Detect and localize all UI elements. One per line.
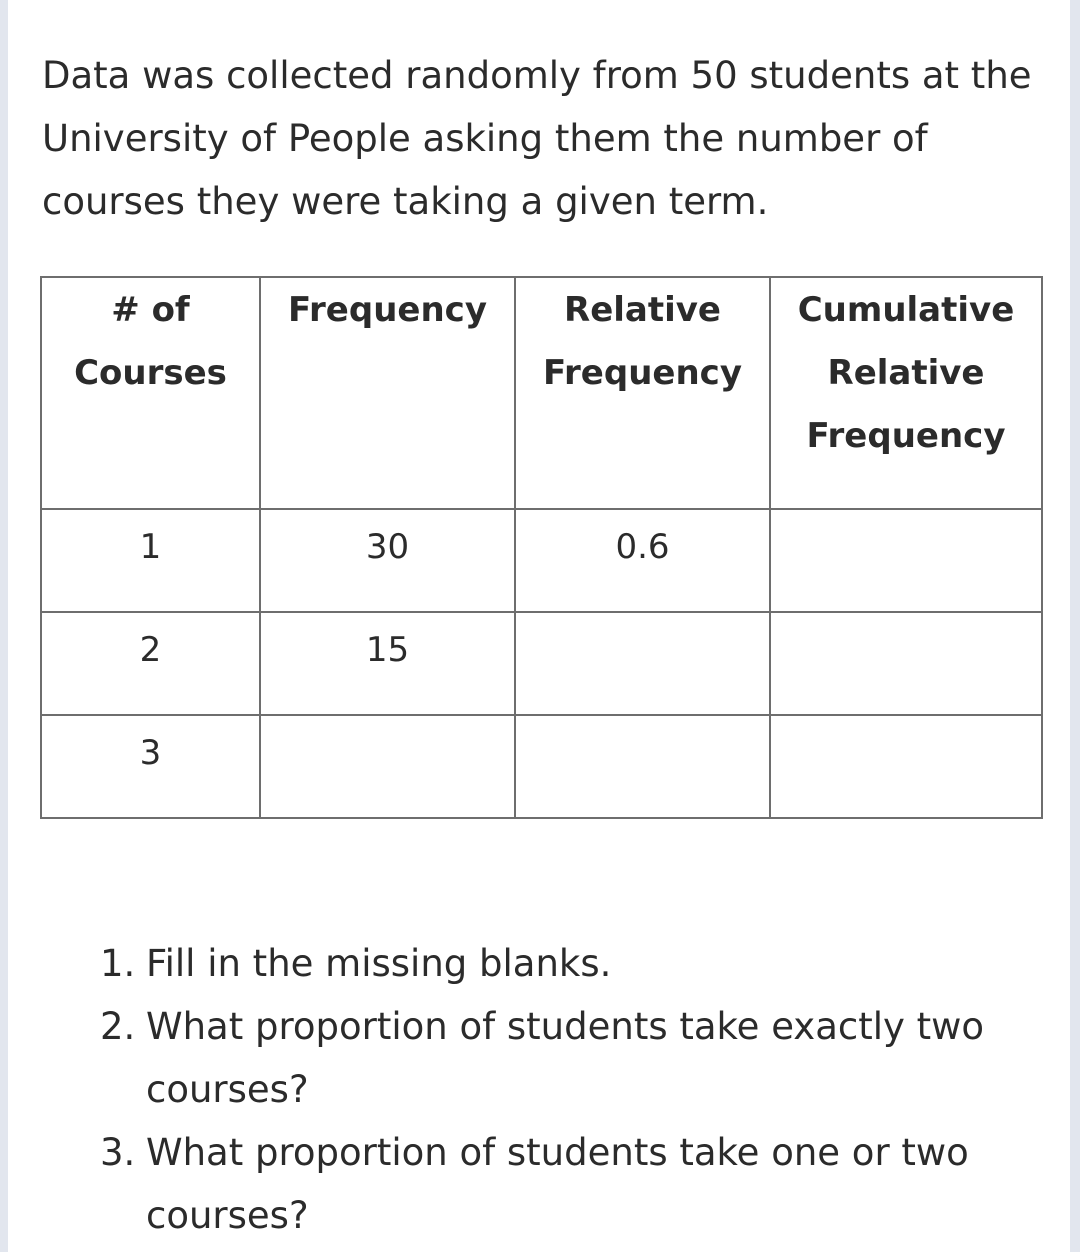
table-row xyxy=(41,612,1042,715)
question-text: Fill in the missing blanks. xyxy=(146,942,612,985)
cumulative-relative-frequency-cell xyxy=(770,612,1042,715)
header-courses xyxy=(41,277,260,509)
relative-frequency-cell: 0.6 xyxy=(515,509,770,612)
relative-frequency-cell xyxy=(515,715,770,818)
question-item xyxy=(100,995,1040,1121)
header-text: Frequency xyxy=(542,353,742,393)
question-number: 1. xyxy=(100,942,136,985)
question-item xyxy=(100,1121,1040,1247)
cumulative-relative-frequency-cell xyxy=(770,715,1042,818)
header-frequency xyxy=(260,277,515,509)
relative-frequency-cell xyxy=(515,612,770,715)
problem-statement: Data was collected randomly from 50 students at the University of People asking them the number of courses they were taking a given term. xyxy=(42,54,1032,223)
header-text: Relative xyxy=(564,290,721,330)
right-page-edge xyxy=(1070,0,1080,1252)
courses-cell: 2 xyxy=(41,612,260,715)
question-text: What proportion of students take exactly two courses? xyxy=(146,1005,985,1111)
frequency-cell: 30 xyxy=(260,509,515,612)
frequency-table xyxy=(40,276,1043,819)
frequency-cell: 15 xyxy=(260,612,515,715)
question-list xyxy=(100,932,1040,1247)
header-text: Relative xyxy=(827,353,985,393)
frequency-cell xyxy=(260,715,515,818)
header-row xyxy=(41,277,1042,509)
header-text: Cumulative xyxy=(797,290,1015,330)
courses-cell: 3 xyxy=(41,715,260,818)
header-relative-frequency xyxy=(515,277,770,509)
question-item xyxy=(100,932,1040,995)
cumulative-relative-frequency-cell xyxy=(770,509,1042,612)
table-row xyxy=(41,715,1042,818)
header-text: # of xyxy=(111,290,190,330)
courses-cell: 1 xyxy=(41,509,260,612)
header-text: Frequency xyxy=(806,416,1006,456)
header-text: Courses xyxy=(74,353,227,393)
table-row xyxy=(41,509,1042,612)
question-number: 3. xyxy=(100,1131,136,1174)
question-number: 2. xyxy=(100,1005,136,1048)
header-cumulative-relative-frequency xyxy=(770,277,1042,509)
header-text: Frequency xyxy=(287,290,487,330)
left-page-edge xyxy=(0,0,8,1252)
question-text: What proportion of students take one or two courses? xyxy=(146,1131,969,1237)
